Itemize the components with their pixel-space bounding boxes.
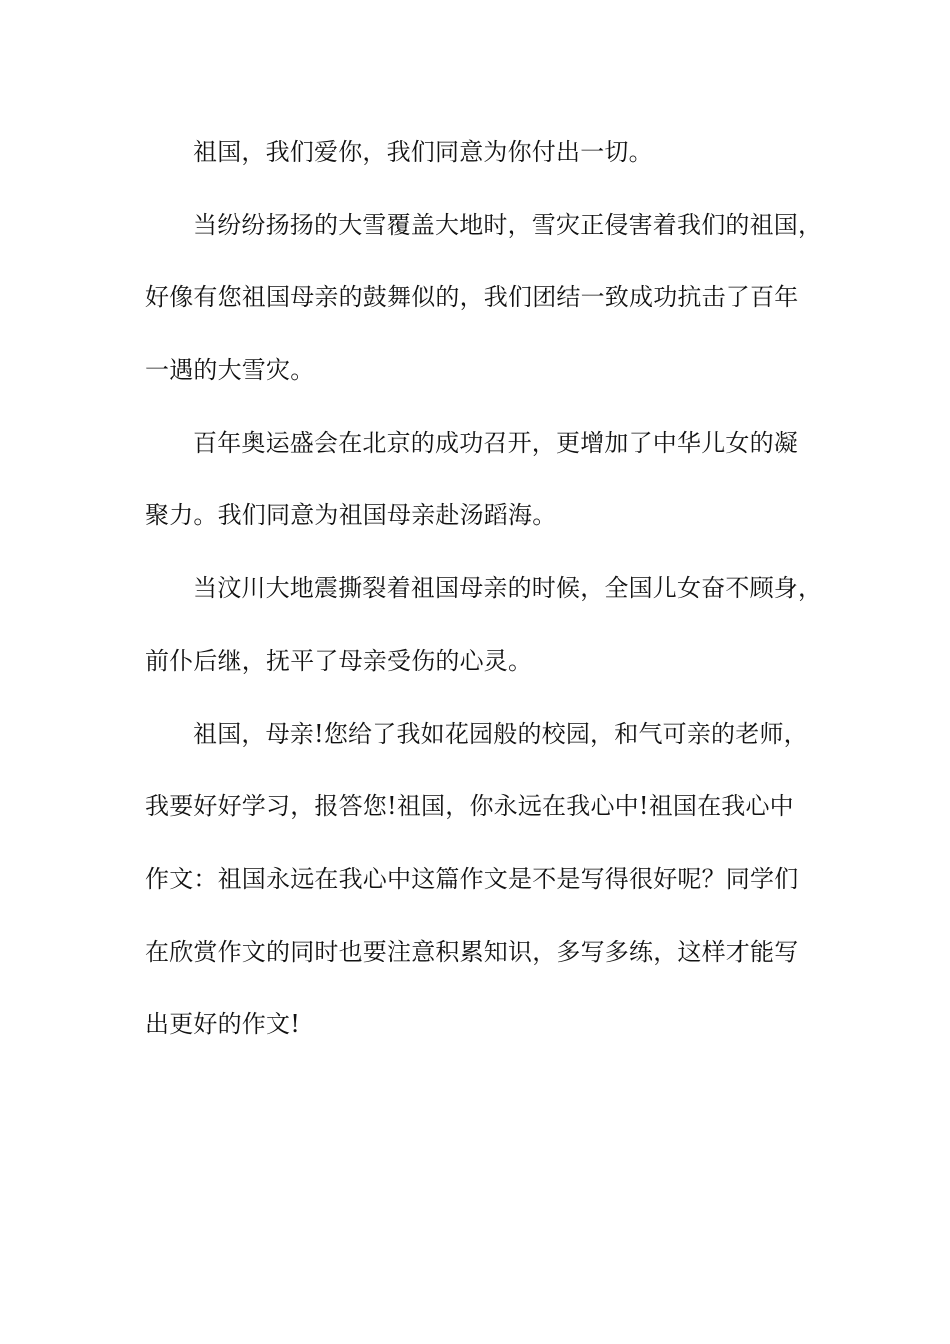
- paragraph-4-line-2: 前仆后继，抚平了母亲受伤的心灵。: [145, 646, 533, 675]
- document-body: [145, 128, 835, 1073]
- paragraph-2-line-3: 一遇的大雪灾。: [145, 356, 315, 385]
- paragraph-3-line-2: 聚力。我们同意为祖国母亲赴汤蹈海。: [145, 501, 557, 530]
- paragraph-4-line-1: 当汶川大地震撕裂着祖国母亲的时候，全国儿女奋不顾身，: [193, 574, 823, 603]
- paragraph-5-line-1: 祖国，母亲!您给了我如花园般的校园，和气可亲的老师，: [193, 719, 808, 748]
- paragraph-3-line-1: 百年奥运盛会在北京的成功召开，更增加了中华儿女的凝: [193, 428, 798, 457]
- paragraph-5-line-3: 作文：祖国永远在我心中这篇作文是不是写得很好呢？同学们: [145, 864, 799, 893]
- paragraph-1-line-1: 祖国，我们爱你，我们同意为你付出一切。: [193, 138, 653, 166]
- paragraph-5-line-2: 我要好好学习，报答您!祖国，你永远在我心中!祖国在我心中: [145, 792, 794, 821]
- paragraph-5-line-4: 在欣赏作文的同时也要注意积累知识，多写多练，这样才能写: [145, 937, 799, 966]
- paragraph-2-line-1: 当纷纷扬扬的大雪覆盖大地时，雪灾正侵害着我们的祖国，: [193, 210, 823, 239]
- paragraph-2-line-2: 好像有您祖国母亲的鼓舞似的，我们团结一致成功抗击了百年: [145, 283, 799, 312]
- paragraph-5-line-5: 出更好的作文!: [145, 1010, 301, 1039]
